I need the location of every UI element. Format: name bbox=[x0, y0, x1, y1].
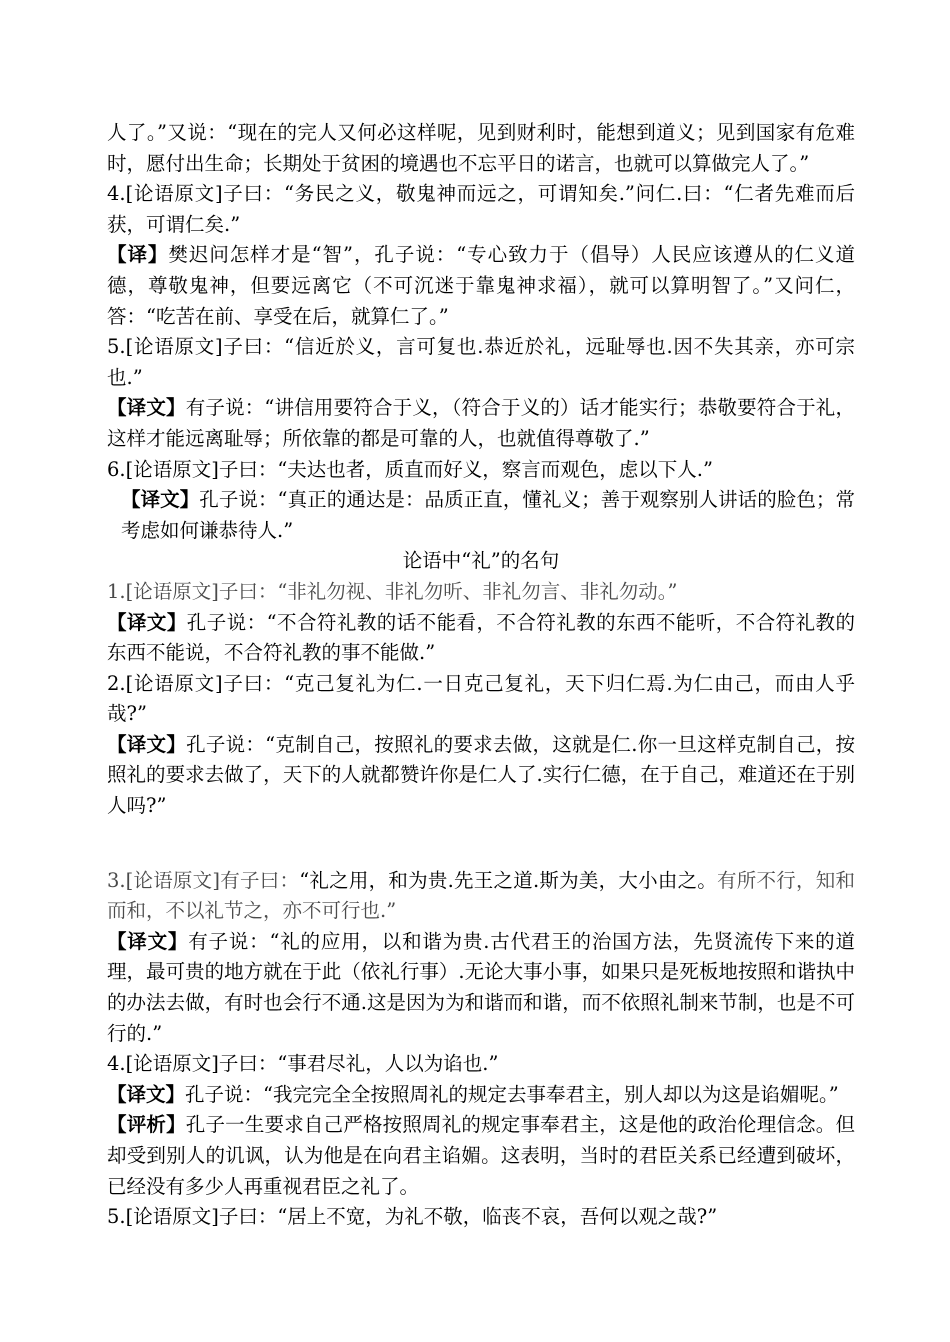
translation-body: 有子说：“礼的应用，以和谐为贵.古代君王的治国方法，先贤流传下来的道理，最可贵的地方就在于此（依礼行事）.无论大事小事，如果只是死板地按照和谐执中的办法去做，有时也会行不通.这是因为为和谐而和谐，而不依照礼制来节制，也是不可行的.” bbox=[107, 929, 855, 1045]
li-translation-2 bbox=[107, 730, 855, 822]
translation-label: 【译文】 bbox=[107, 1082, 186, 1106]
translation-body: 樊迟问怎样才是“智”，孔子说：“专心致力于（倡导）人民应该遵从的仁义道德，尊敬鬼神，但要远离它（不可沉迷于靠鬼神求福），就可以算明智了。”又问仁，答：“吃苦在前、享受在后，就算仁了。” bbox=[107, 243, 855, 328]
paragraph-continuation: 人了。”又说：“现在的完人又何必这样呢，见到财利时，能想到道义；见到国家有危难时，愿付出生命；长期处于贫困的境遇也不忘平日的诺言，也就可以算做完人了。” bbox=[107, 121, 855, 175]
analysis-body: 孔子一生要求自己严格按照周礼的规定事奉君主，这是他的政治伦理信念。但却受到别人的讥讽，认为他是在向君主谄媚。这表明，当时的君臣关系已经遭到破坏，已经没有多少人再重视君臣之礼了。 bbox=[107, 1113, 855, 1198]
analysis-label: 【评析】 bbox=[107, 1113, 186, 1137]
translation-label: 【译文】 bbox=[121, 488, 200, 512]
original-text-4: 4.[论语原文]子曰：“务民之义，敬鬼神而远之，可谓知矣.”问仁.曰：“仁者先难而后获，可谓仁矣.” bbox=[107, 182, 855, 236]
li-original-2: 2.[论语原文]子曰：“克己复礼为仁.一日克己复礼，天下归仁焉.为仁由己，而由人乎哉?” bbox=[107, 671, 855, 726]
li-translation-1 bbox=[107, 608, 855, 669]
li-translation-3 bbox=[107, 927, 855, 1049]
translation-6 bbox=[107, 485, 855, 546]
translation-5 bbox=[107, 393, 855, 454]
original-text-5: 5.[论语原文]子曰：“信近於义，言可复也.恭近於礼，远耻辱也.因不失其亲，亦可宗也.” bbox=[107, 335, 855, 389]
translation-label: 【译文】 bbox=[107, 732, 187, 756]
translation-body: 孔子说：“克制自己，按照礼的要求去做，这就是仁.你一旦这样克制自己，按照礼的要求去做了，天下的人就都赞许你是仁人了.实行仁德，在于自己，难道还在于别人吗?” bbox=[107, 732, 855, 818]
original-text-6: 6.[论语原文]子曰：“夫达也者，质直而好义，察言而观色，虑以下人.” bbox=[107, 457, 713, 481]
original-body: 非礼勿视、非礼勿听、非礼勿言、非礼勿动。” bbox=[287, 579, 678, 603]
translation-4 bbox=[107, 240, 855, 332]
li-original-3 bbox=[107, 866, 855, 927]
li-analysis-4 bbox=[107, 1110, 855, 1202]
document-page bbox=[107, 118, 855, 1233]
li-translation-4 bbox=[107, 1080, 855, 1111]
translation-label: 【译文】 bbox=[107, 396, 186, 420]
translation-label: 【译】 bbox=[107, 243, 169, 267]
li-original-5: 5.[论语原文]子曰：“居上不宽，为礼不敬，临丧不哀，吾何以观之哉?” bbox=[107, 1205, 718, 1229]
li-original-4: 4.[论语原文]子曰：“事君尽礼，人以为谄也.” bbox=[107, 1052, 499, 1076]
translation-body: 孔子说：“真正的通达是：品质正直，懂礼义；善于观察别人讲话的脸色；常考虑如何谦恭待人.” bbox=[121, 488, 855, 542]
original-label: 3.[论语原文]有子曰： bbox=[107, 868, 300, 892]
section-heading: 论语中“礼”的名句 bbox=[402, 549, 560, 573]
translation-body: 孔子说：“不合符礼教的话不能看，不合符礼教的东西不能听，不合符礼教的东西不能说，不合符礼教的事不能做.” bbox=[107, 610, 855, 665]
translation-body: 有子说：“讲信用要符合于义，（符合于义的）话才能实行；恭敬要符合于礼，这样才能远离耻辱；所依靠的都是可靠的人，也就值得尊敬了.” bbox=[107, 396, 855, 450]
original-body-tail: 有所不行，知和而和，不以礼节之，亦不可行也.” bbox=[107, 868, 855, 923]
original-label: 1.[论语原文]子曰：“ bbox=[107, 579, 288, 603]
translation-label: 【译文】 bbox=[107, 929, 189, 953]
translation-label: 【译文】 bbox=[107, 610, 187, 634]
original-body: “礼之用，和为贵.先王之道.斯为美，大小由之。 bbox=[299, 868, 718, 892]
blank-line bbox=[107, 822, 855, 866]
li-original-1 bbox=[107, 577, 855, 608]
translation-body: 孔子说：“我完完全全按照周礼的规定去事奉君主，别人却以为这是谄媚呢。” bbox=[185, 1082, 839, 1106]
